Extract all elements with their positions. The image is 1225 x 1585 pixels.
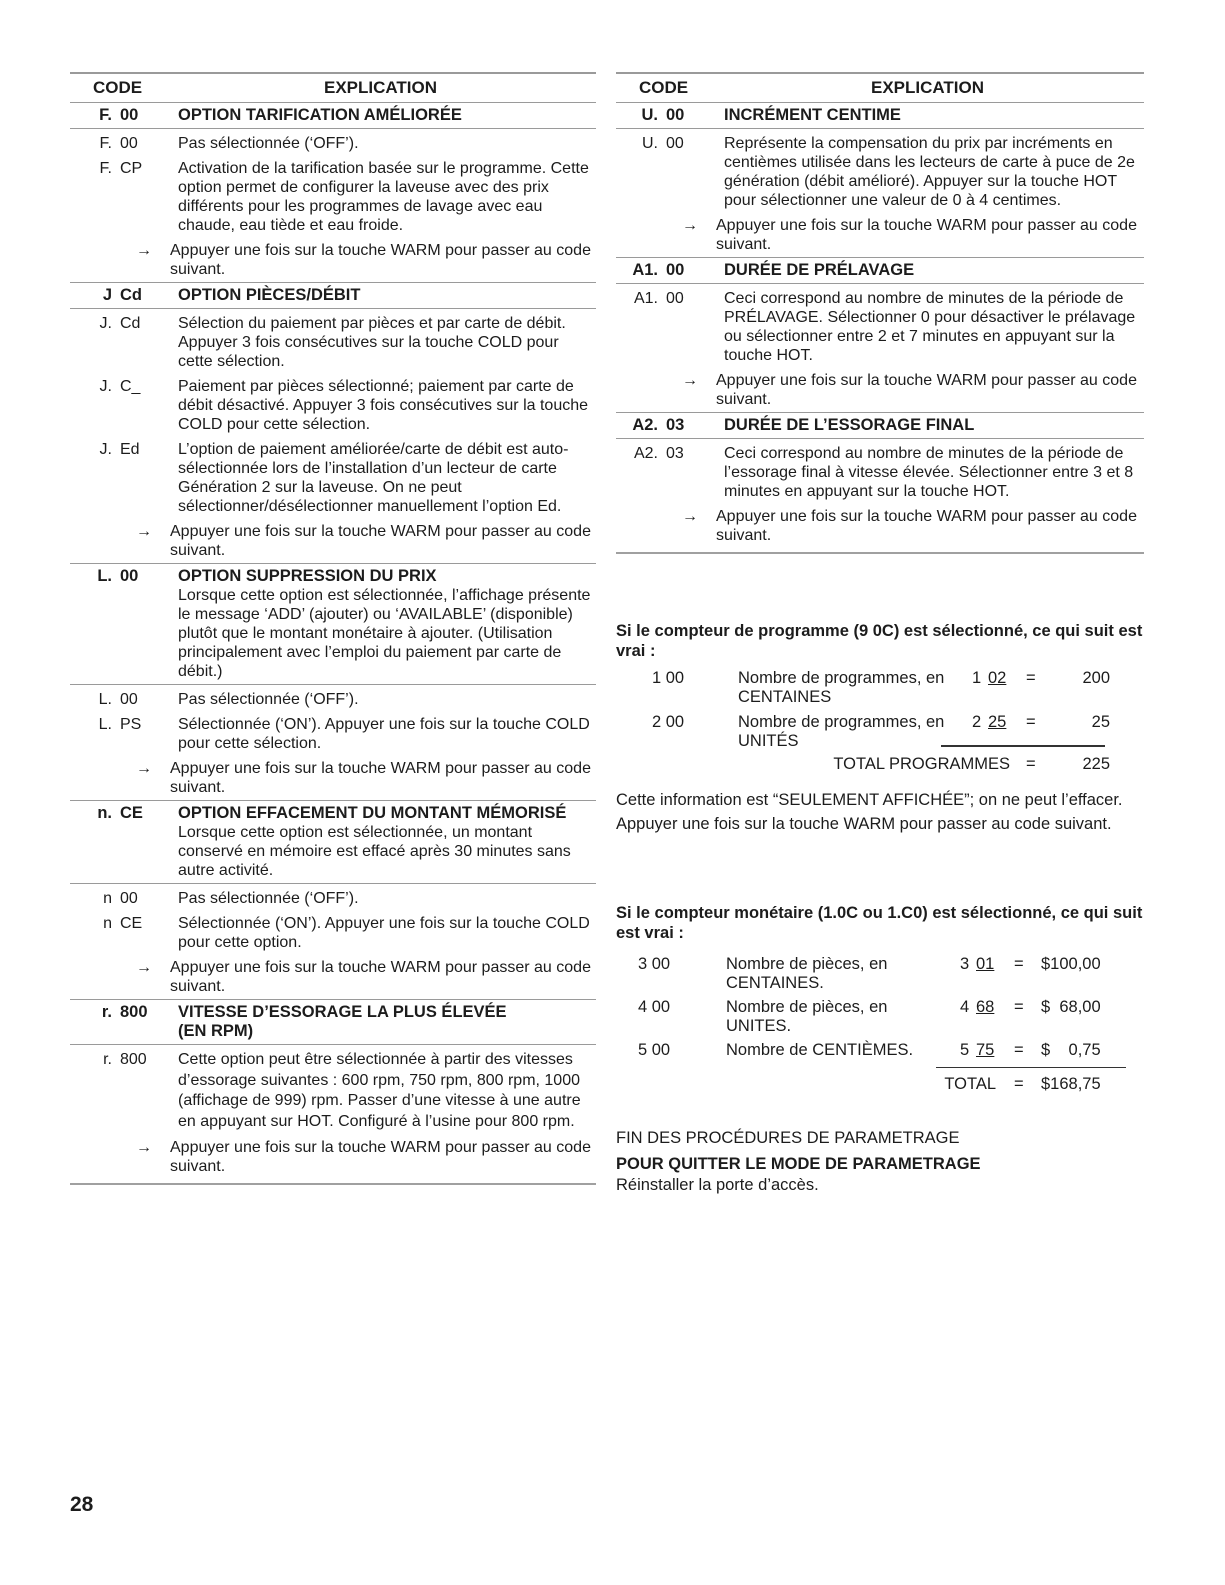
section-title-l bbox=[70, 563, 596, 685]
header-explication: EXPLICATION bbox=[323, 78, 438, 97]
calc-label: Nombre de programmes, en UNITÉS bbox=[738, 713, 945, 750]
code-a: U. bbox=[642, 135, 658, 152]
row-text: Activation de la tarification basée sur le programme. Cette option permet de configurer la laveuse avec des prix différents pour les programmes de lavage avec eau chaude, eau tiède et eau froide. bbox=[178, 160, 589, 234]
code-a: n bbox=[103, 915, 112, 932]
section-heading: DURÉE DE L’ESSORAGE FINAL bbox=[724, 416, 975, 434]
section-title-r bbox=[70, 999, 596, 1045]
section-title-f bbox=[70, 103, 596, 129]
code-b: 00 bbox=[666, 135, 684, 152]
left-table bbox=[70, 72, 596, 1185]
row-text: Ceci correspond au nombre de minutes de la période de PRÉLAVAGE. Sélectionner 0 pour désactiver le prélavage ou sélectionner entre 2 et 7 minutes en appuyant sur la touche HOT. bbox=[724, 290, 1136, 364]
code-a: F. bbox=[99, 106, 112, 124]
code-b: 00 bbox=[666, 261, 685, 279]
row-text: Sélection du paiement par pièces et par carte de débit. Appuyer 3 fois consécutives sur la touche COLD pour cette sélection. bbox=[178, 315, 566, 370]
code-b: 00 bbox=[666, 106, 685, 124]
arrow-icon: → bbox=[136, 242, 152, 259]
row-text: Pas sélectionnée (‘OFF’). bbox=[178, 691, 359, 708]
calc-display-b: 25 bbox=[988, 713, 1007, 731]
table-row bbox=[70, 519, 596, 563]
row-text: Appuyer une fois sur la touche WARM pour passer au code suivant. bbox=[170, 242, 591, 278]
calc-total-row bbox=[616, 755, 1144, 791]
row-text: Appuyer une fois sur la touche WARM pour passer au code suivant. bbox=[716, 508, 1137, 544]
calc-row bbox=[616, 955, 1144, 998]
section-heading-block bbox=[160, 1003, 596, 1041]
arrow-icon: → bbox=[682, 508, 698, 525]
code-a: L. bbox=[98, 716, 112, 733]
code-b: PS bbox=[120, 716, 142, 733]
table-row bbox=[70, 238, 596, 282]
table-row bbox=[616, 439, 1144, 504]
table-header bbox=[70, 72, 596, 103]
code-b: CE bbox=[120, 915, 143, 932]
calc-equals: = bbox=[1026, 755, 1036, 773]
table-header bbox=[616, 72, 1144, 103]
code-a: F. bbox=[99, 135, 112, 152]
section-heading: DURÉE DE PRÉLAVAGE bbox=[724, 261, 915, 279]
money-counter-title: Si le compteur monétaire (1.0C ou 1.C0) est sélectionné, ce qui suit est vrai : bbox=[616, 904, 1143, 942]
calc-value: $ 68,00 bbox=[1041, 998, 1101, 1016]
code-a: r. bbox=[103, 1051, 112, 1068]
code-a: A2. bbox=[632, 416, 658, 434]
money-counter-block bbox=[616, 903, 1144, 1105]
code-b: 800 bbox=[120, 1003, 148, 1021]
section-heading: OPTION SUPPRESSION DU PRIX bbox=[178, 567, 437, 585]
calc-display-a: 2 bbox=[972, 713, 982, 731]
total-value: 225 bbox=[1082, 755, 1110, 773]
section-heading: OPTION TARIFICATION AMÉLIORÉE bbox=[178, 106, 462, 124]
section-heading: OPTION EFFACEMENT DU MONTANT MÉMORISÉ bbox=[178, 804, 567, 822]
table-end-rule bbox=[616, 552, 1144, 554]
table-row bbox=[70, 756, 596, 800]
calc-display-b: 68 bbox=[976, 998, 995, 1016]
code-b: C_ bbox=[120, 378, 141, 395]
note-display-only: Cette information est “SEULEMENT AFFICHÉE”; on ne peut l’effacer. bbox=[616, 791, 1123, 809]
code-a: J. bbox=[99, 441, 112, 458]
section-description: Lorsque cette option est sélectionnée, un montant conservé en mémoire est effacé après 30 minutes sans autre activité. bbox=[178, 824, 571, 879]
table-row bbox=[70, 712, 596, 756]
code-a: U. bbox=[641, 106, 658, 124]
row-text: Ceci correspond au nombre de minutes de la période de l’essorage final à vitesse élevée. Sélectionner entre 3 et 8 minutes en appuyant sur la touche HOT. bbox=[724, 445, 1134, 500]
table-row bbox=[70, 374, 596, 437]
row-text: Appuyer une fois sur la touche WARM pour passer au code suivant. bbox=[170, 760, 591, 796]
calc-value: 200 bbox=[1082, 669, 1110, 687]
row-text: Pas sélectionnée (‘OFF’). bbox=[178, 890, 359, 907]
header-code: CODE bbox=[638, 78, 689, 97]
total-rule bbox=[941, 745, 1105, 747]
code-b: Cd bbox=[120, 315, 141, 332]
table-row bbox=[616, 129, 1144, 213]
calc-value: 25 bbox=[1091, 713, 1110, 731]
calc-row bbox=[616, 713, 1144, 753]
table-row bbox=[70, 955, 596, 999]
calc-equals: = bbox=[1014, 1041, 1024, 1059]
code-a: A1. bbox=[632, 261, 658, 279]
end-block bbox=[616, 1129, 1144, 1195]
header-explication: EXPLICATION bbox=[870, 78, 985, 97]
calc-label: Nombre de pièces, en CENTAINES. bbox=[726, 955, 888, 992]
calc-display-b: 02 bbox=[988, 669, 1007, 687]
code-a: J bbox=[102, 286, 112, 304]
table-row bbox=[70, 156, 596, 238]
section-title-j bbox=[70, 282, 596, 309]
calc-code: 4 00 bbox=[638, 998, 671, 1016]
total-value: $168,75 bbox=[1041, 1075, 1101, 1093]
arrow-icon: → bbox=[682, 372, 698, 389]
note-warm: Appuyer une fois sur la touche WARM pour passer au code suivant. bbox=[616, 815, 1112, 833]
arrow-icon: → bbox=[136, 1139, 152, 1156]
row-text: Sélectionnée (‘ON’). Appuyer une fois sur la touche COLD pour cette sélection. bbox=[178, 716, 590, 752]
row-text: Appuyer une fois sur la touche WARM pour passer au code suivant. bbox=[716, 372, 1137, 408]
code-b: 800 bbox=[120, 1051, 147, 1068]
arrow-icon: → bbox=[136, 959, 152, 976]
code-b: Cd bbox=[120, 286, 142, 304]
row-text: Paiement par pièces sélectionné; paiement par carte de débit désactivé. Appuyer 3 fois consécutives sur la touche COLD pour cette sélection. bbox=[178, 378, 589, 433]
page-number: 28 bbox=[70, 1493, 94, 1516]
section-title-u bbox=[616, 103, 1144, 129]
table-row bbox=[70, 309, 596, 374]
calc-equals: = bbox=[1014, 1075, 1024, 1093]
row-text: Cette option peut être sélectionnée à partir des vitesses d’essorage suivantes : 600 rpm, 750 rpm, 800 rpm, 1000 (affichage de 999) rpm. Passer d’une vitesse à une autre en appuyant sur HOT. Configuré à l’usine pour 800 rpm. bbox=[178, 1051, 581, 1130]
code-b: 00 bbox=[120, 890, 138, 907]
row-text: Appuyer une fois sur la touche WARM pour passer au code suivant. bbox=[170, 1139, 591, 1175]
section-heading-block bbox=[160, 804, 596, 880]
calc-equals: = bbox=[1026, 669, 1036, 687]
cycle-counter-block bbox=[616, 621, 1144, 834]
calc-row bbox=[616, 1041, 1144, 1073]
arrow-icon: → bbox=[136, 760, 152, 777]
code-a: n. bbox=[97, 804, 112, 822]
table-row bbox=[70, 1135, 596, 1179]
code-b: 00 bbox=[666, 290, 684, 307]
calc-row bbox=[616, 998, 1144, 1041]
exit-title: POUR QUITTER LE MODE DE PARAMETRAGE bbox=[616, 1155, 981, 1173]
total-label: TOTAL bbox=[944, 1075, 996, 1093]
section-heading: OPTION PIÈCES/DÉBIT bbox=[178, 286, 361, 304]
section-heading: INCRÉMENT CENTIME bbox=[724, 106, 901, 124]
calc-display-a: 4 bbox=[960, 998, 970, 1016]
calc-code: 3 00 bbox=[638, 955, 671, 973]
section-title-n bbox=[70, 800, 596, 884]
total-label: TOTAL PROGRAMMES bbox=[833, 755, 1010, 773]
arrow-icon: → bbox=[682, 217, 698, 234]
code-a: L. bbox=[98, 691, 112, 708]
code-a: L. bbox=[97, 567, 112, 585]
table-row bbox=[70, 911, 596, 955]
calc-display-a: 5 bbox=[960, 1041, 970, 1059]
code-b: 00 bbox=[120, 567, 139, 585]
cycle-counter-title: Si le compteur de programme (9 0C) est sélectionné, ce qui suit est vrai : bbox=[616, 622, 1143, 660]
table-row bbox=[616, 284, 1144, 368]
calc-display-a: 3 bbox=[960, 955, 970, 973]
calc-label: Nombre de pièces, en UNITES. bbox=[726, 998, 888, 1035]
section-description: Lorsque cette option est sélectionnée, l’affichage présente le message ‘ADD’ (ajouter) ou ‘AVAILABLE’ (disponible) plutôt que le montant monétaire à ajouter. (Utilisation principalement avec l’emploi du paiement par carte de débit.) bbox=[178, 587, 591, 680]
end-text: FIN DES PROCÉDURES DE PARAMETRAGE bbox=[616, 1129, 960, 1147]
code-b: 03 bbox=[666, 445, 684, 462]
row-text: L’option de paiement améliorée/carte de débit est auto-sélectionnée lors de l’installation d’un lecteur de carte Génération 2 sur la laveuse. On ne peut sélectionner/désélectionner manuellement l’option Ed. bbox=[178, 441, 569, 515]
calc-total-row bbox=[616, 1075, 1144, 1105]
calc-display-b: 01 bbox=[976, 955, 995, 973]
code-a: A2. bbox=[633, 445, 658, 462]
row-text: Pas sélectionnée (‘OFF’). bbox=[178, 135, 359, 152]
exit-text: Réinstaller la porte d’accès. bbox=[616, 1176, 819, 1194]
table-row bbox=[616, 213, 1144, 257]
calc-label: Nombre de programmes, en CENTAINES bbox=[738, 669, 945, 706]
section-heading-block bbox=[160, 567, 596, 681]
code-a: J. bbox=[99, 378, 112, 395]
calc-code: 2 00 bbox=[652, 713, 685, 731]
calc-label: Nombre de CENTIÈMES. bbox=[726, 1041, 914, 1059]
table-row bbox=[70, 129, 596, 156]
code-a: A1. bbox=[633, 290, 658, 307]
calc-row bbox=[616, 669, 1144, 709]
calc-display-b: 75 bbox=[976, 1041, 995, 1059]
code-b: 00 bbox=[120, 106, 139, 124]
code-b: Ed bbox=[120, 441, 140, 458]
code-a: F. bbox=[99, 160, 112, 177]
table-row bbox=[616, 504, 1144, 548]
row-text: Appuyer une fois sur la touche WARM pour passer au code suivant. bbox=[716, 217, 1137, 253]
total-rule bbox=[936, 1067, 1126, 1068]
row-text: Représente la compensation du prix par incréments en centièmes utilisée dans les lecteurs de carte à puce de 2e génération (débit amélioré). Appuyer sur la touche HOT pour sélectionner une valeur de 0 à 4 centimes. bbox=[724, 135, 1135, 209]
table-row bbox=[616, 368, 1144, 412]
section-heading-line2: (EN RPM) bbox=[178, 1022, 254, 1040]
code-a: r. bbox=[101, 1003, 112, 1021]
code-b: 03 bbox=[666, 416, 685, 434]
row-text: Sélectionnée (‘ON’). Appuyer une fois sur la touche COLD pour cette option. bbox=[178, 915, 590, 951]
code-b: CP bbox=[120, 160, 143, 177]
code-b: 00 bbox=[120, 691, 138, 708]
table-end-rule bbox=[70, 1183, 596, 1185]
calc-code: 5 00 bbox=[638, 1041, 671, 1059]
right-table bbox=[616, 72, 1144, 554]
table-row bbox=[70, 884, 596, 911]
code-b: CE bbox=[120, 804, 143, 822]
table-row bbox=[70, 685, 596, 712]
calc-equals: = bbox=[1014, 955, 1024, 973]
arrow-icon: → bbox=[136, 523, 152, 540]
calc-value: $ 0,75 bbox=[1041, 1041, 1101, 1059]
code-a: J. bbox=[99, 315, 112, 332]
calc-equals: = bbox=[1026, 713, 1036, 731]
calc-display-a: 1 bbox=[972, 669, 982, 687]
calc-value: $100,00 bbox=[1041, 955, 1101, 973]
section-title-a2 bbox=[616, 412, 1144, 439]
row-text: Appuyer une fois sur la touche WARM pour passer au code suivant. bbox=[170, 959, 591, 995]
section-heading: VITESSE D’ESSORAGE LA PLUS ÉLEVÉE bbox=[178, 1003, 507, 1021]
header-code: CODE bbox=[92, 78, 143, 97]
code-a: n bbox=[103, 890, 112, 907]
table-row bbox=[70, 437, 596, 519]
table-row bbox=[70, 1045, 596, 1135]
calc-code: 1 00 bbox=[652, 669, 685, 687]
code-b: 00 bbox=[120, 135, 138, 152]
section-title-a1 bbox=[616, 257, 1144, 284]
calc-equals: = bbox=[1014, 998, 1024, 1016]
row-text: Appuyer une fois sur la touche WARM pour passer au code suivant. bbox=[170, 523, 591, 559]
